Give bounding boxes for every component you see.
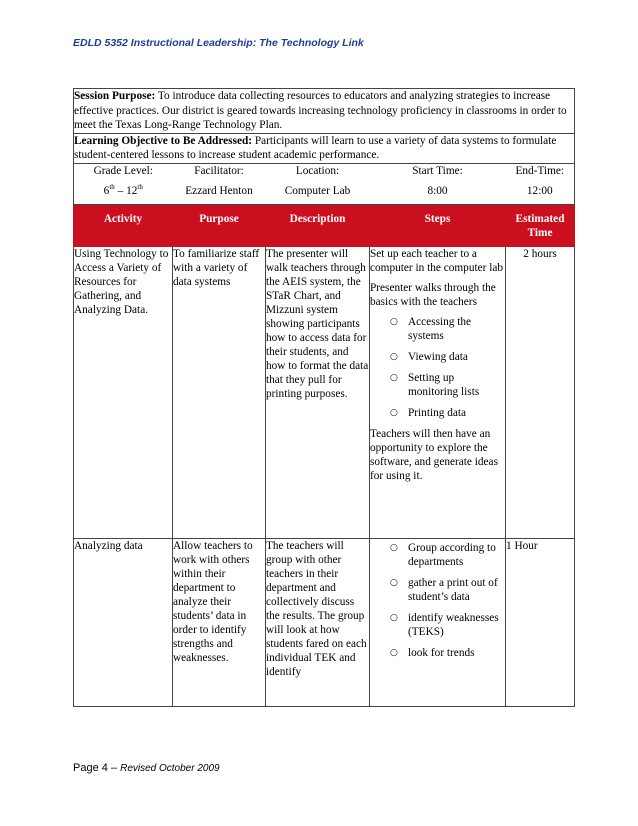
- table-row: [74, 246, 575, 538]
- session-info-row: [74, 163, 575, 204]
- page-footer: [73, 762, 220, 774]
- description-cell: The presenter will walk teachers through the AEIS system, the STaR Chart, and Mizzuni system showing participants how to access data for their students, and how to format the data that they pull for printing purposes.: [266, 246, 370, 538]
- table-row: [74, 538, 575, 706]
- column-header-steps: Steps: [370, 204, 506, 246]
- location-value: Computer Lab: [284, 184, 351, 197]
- document-header: EDLD 5352 Instructional Leadership: The Technology Link: [73, 37, 364, 49]
- purpose-cell: To familiarize staff with a variety of data systems: [173, 246, 266, 538]
- circle-bullet-icon: ○: [390, 647, 398, 658]
- facilitator-label: Facilitator:: [194, 164, 244, 177]
- list-item: ○ Printing data: [390, 406, 467, 419]
- session-purpose-text: To introduce data collecting resources to educators and analyzing strategies to increase effective practices. Our district is geared towards increasing technology proficiency in classrooms in order to meet the Texas Long-Range Technology Plan.: [74, 90, 567, 131]
- end-time-value: 12:00: [526, 184, 553, 197]
- circle-bullet-icon: ○: [390, 577, 398, 588]
- end-time-cell: [506, 163, 575, 204]
- learning-objective: [74, 133, 575, 163]
- session-purpose-label: Session Purpose:: [74, 90, 156, 102]
- steps-list: [370, 541, 505, 660]
- end-time-label: End-Time:: [515, 164, 565, 177]
- list-item: ○ look for trends: [390, 646, 475, 659]
- start-time-label: Start Time:: [412, 164, 463, 177]
- steps-outro: Teachers will then have an opportunity to explore the software, and generate ideas for using it.: [370, 427, 498, 482]
- column-header-purpose: Purpose: [173, 204, 266, 246]
- column-header-estimated-time: Estimated Time: [506, 204, 575, 246]
- column-header-activity: Activity: [74, 204, 173, 246]
- list-item: ○ Setting up monitoring lists: [390, 371, 480, 398]
- grade-level-label: Grade Level:: [93, 164, 153, 177]
- circle-bullet-icon: ○: [390, 351, 398, 362]
- learning-objective-text: Participants will learn to use a variety of data systems to formulate student-centered lessons to increase student academic performance.: [74, 134, 557, 161]
- list-item: ○ identify weaknesses (TEKS): [390, 611, 499, 638]
- list-item: ○ Accessing the systems: [390, 315, 472, 342]
- time-cell: 1 Hour: [506, 538, 575, 706]
- learning-objective-row: [74, 133, 575, 163]
- session-purpose-row: [74, 89, 575, 134]
- learning-objective-label: Learning Objective to Be Addressed:: [74, 134, 253, 147]
- revision-date: Revised October 2009: [120, 763, 220, 774]
- column-header-row: [74, 204, 575, 246]
- steps-list: [370, 315, 505, 420]
- location-cell: [266, 163, 370, 204]
- grade-level-cell: [74, 163, 173, 204]
- circle-bullet-icon: ○: [390, 316, 398, 327]
- facilitator-cell: [173, 163, 266, 204]
- steps-cell: [370, 538, 506, 706]
- circle-bullet-icon: ○: [390, 407, 398, 418]
- steps-cell: [370, 246, 506, 538]
- steps-intro: Presenter walks through the basics with the teachers: [370, 281, 496, 308]
- start-time-value: 8:00: [427, 184, 448, 197]
- time-cell: 2 hours: [506, 246, 575, 538]
- steps-intro: Set up each teacher to a computer in the computer lab: [370, 247, 504, 274]
- list-item: ○ Group according to departments: [390, 541, 496, 568]
- activity-cell: Using Technology to Access a Variety of Resources for Gathering, and Analyzing Data.: [74, 246, 173, 538]
- lesson-plan-table: [73, 88, 575, 707]
- circle-bullet-icon: ○: [390, 612, 398, 623]
- circle-bullet-icon: ○: [390, 372, 398, 383]
- list-item: ○ gather a print out of student’s data: [390, 576, 498, 603]
- start-time-cell: [370, 163, 506, 204]
- list-item: ○ Viewing data: [390, 350, 468, 363]
- location-label: Location:: [295, 164, 340, 177]
- activity-cell: Analyzing data: [74, 538, 173, 706]
- column-header-description: Description: [266, 204, 370, 246]
- facilitator-value: Ezzard Henton: [185, 184, 253, 197]
- description-cell: The teachers will group with other teachers in their department and collectively discuss the results. The group will look at how students fared on each individual TEK and identify: [266, 538, 370, 706]
- page-number: Page 4 –: [73, 762, 121, 774]
- circle-bullet-icon: ○: [390, 542, 398, 553]
- grade-level-value: 6th – 12th: [103, 182, 143, 197]
- purpose-cell: Allow teachers to work with others within their department to analyze their students’ data in order to identify strengths and weaknesses.: [173, 538, 266, 706]
- session-purpose: [74, 89, 575, 134]
